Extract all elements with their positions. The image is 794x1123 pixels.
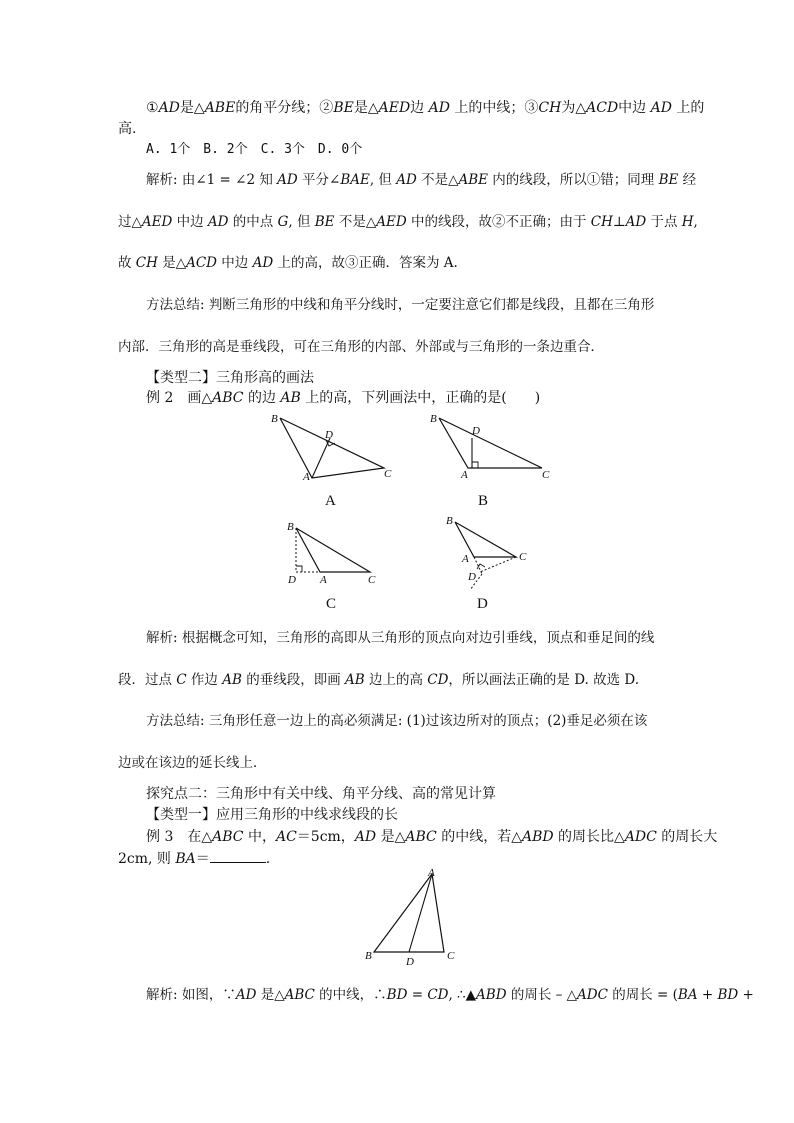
method-summary-1-line-2: 内部．三角形的高是垂线段，可在三角形的内部、外部或与三角形的一条边重合． bbox=[118, 339, 604, 355]
solution-1-line-1: 解析: 由∠1 = ∠2 知 AD 平分∠BAE, 但 AD 不是△ABE 内的线段，所以①错；同理 BE 经 bbox=[146, 172, 697, 188]
caption-d: D bbox=[477, 596, 488, 612]
example-3-line-1: 例 3 在△ABC 中，AC＝5cm，AD 是△ABC 的中线，若△ABD 的周长比△ADC 的周长大 bbox=[146, 829, 718, 845]
options-line: ①AD是△ABE的角平分线；②BE是△AED边 AD 上的中线；③CH为△ACD中边 AD 上的 bbox=[146, 100, 705, 116]
solution-1-line-3: 故 CH 是△ACD 中边 AD 上的高，故③正确．答案为 A. bbox=[118, 255, 458, 271]
label-d: D bbox=[288, 574, 296, 586]
figure-d bbox=[440, 512, 540, 592]
solution-1-line-2: 过△AED 中边 AD 的中点 G, 但 BE 不是△AED 中的线段，故②不正确；由于 CH⊥AD 于点 H, bbox=[118, 214, 698, 230]
caption-b: B bbox=[478, 493, 489, 509]
label-c: C bbox=[384, 468, 392, 480]
caption-c: C bbox=[326, 596, 337, 612]
label-b: B bbox=[430, 413, 437, 425]
label-c: C bbox=[542, 469, 550, 481]
figure-a bbox=[266, 410, 396, 485]
label-c: C bbox=[519, 551, 527, 563]
method-summary-2-line-1: 方法总结: 三角形任意一边上的高必须满足: (1)过该边所对的顶点；(2)垂足必须在该 bbox=[146, 713, 648, 729]
example-2: 例 2 画△ABC 的边 AB 上的高，下列画法中，正确的是( ) bbox=[146, 390, 541, 406]
label-b: B bbox=[446, 515, 453, 527]
figure-example-3 bbox=[360, 866, 470, 966]
label-d: D bbox=[325, 429, 333, 441]
options-line-2: 高. bbox=[118, 121, 137, 137]
label-b: B bbox=[287, 521, 294, 533]
method-summary-2-line-2: 边或在该边的延长线上． bbox=[118, 755, 267, 771]
caption-a: A bbox=[325, 493, 336, 509]
label-c: C bbox=[447, 950, 455, 962]
example-3-line-2: 2cm, 则 BA＝ . bbox=[118, 848, 270, 869]
label-a: A bbox=[303, 471, 310, 483]
label-d: D bbox=[406, 956, 414, 966]
solution-2-line-2: 段．过点 C 作边 AB 的垂线段，即画 AB 边上的高 CD，所以画法正确的是 D. 故选 D. bbox=[118, 672, 640, 688]
label-c: C bbox=[368, 574, 376, 586]
type-1-heading: 【类型一】应用三角形的中线求线段的长 bbox=[146, 807, 398, 823]
label-b: B bbox=[365, 950, 372, 962]
answer-blank bbox=[210, 848, 266, 863]
solution-3-line-1: 解析: 如图，∵AD 是△ABC 的中线，∴BD = CD, ∴▲ABD 的周长 – △ADC 的周长 = (BA + BD + bbox=[146, 987, 754, 1003]
label-a: A bbox=[461, 469, 468, 481]
explore-point-2: 探究点二：三角形中有关中线、角平分线、高的常见计算 bbox=[146, 786, 496, 802]
label-a: A bbox=[320, 574, 327, 586]
method-summary-1-line-1: 方法总结: 判断三角形的中线和角平分线时，一定要注意它们都是线段，且都在三角形 bbox=[146, 297, 655, 313]
label-a: A bbox=[462, 553, 469, 565]
label-d: D bbox=[468, 571, 476, 583]
type-2-heading: 【类型二】三角形高的画法 bbox=[146, 370, 314, 386]
figure-c bbox=[282, 518, 392, 586]
label-b: B bbox=[271, 413, 278, 425]
label-a: A bbox=[428, 867, 435, 879]
figure-b bbox=[424, 408, 559, 483]
solution-2-line-1: 解析: 根据概念可知，三角形的高即从三角形的顶点向对边引垂线，顶点和垂足间的线 bbox=[146, 630, 655, 646]
answer-choices: A. 1个 B. 2个 C. 3个 D. 0个 bbox=[146, 142, 363, 157]
label-d: D bbox=[472, 425, 480, 437]
